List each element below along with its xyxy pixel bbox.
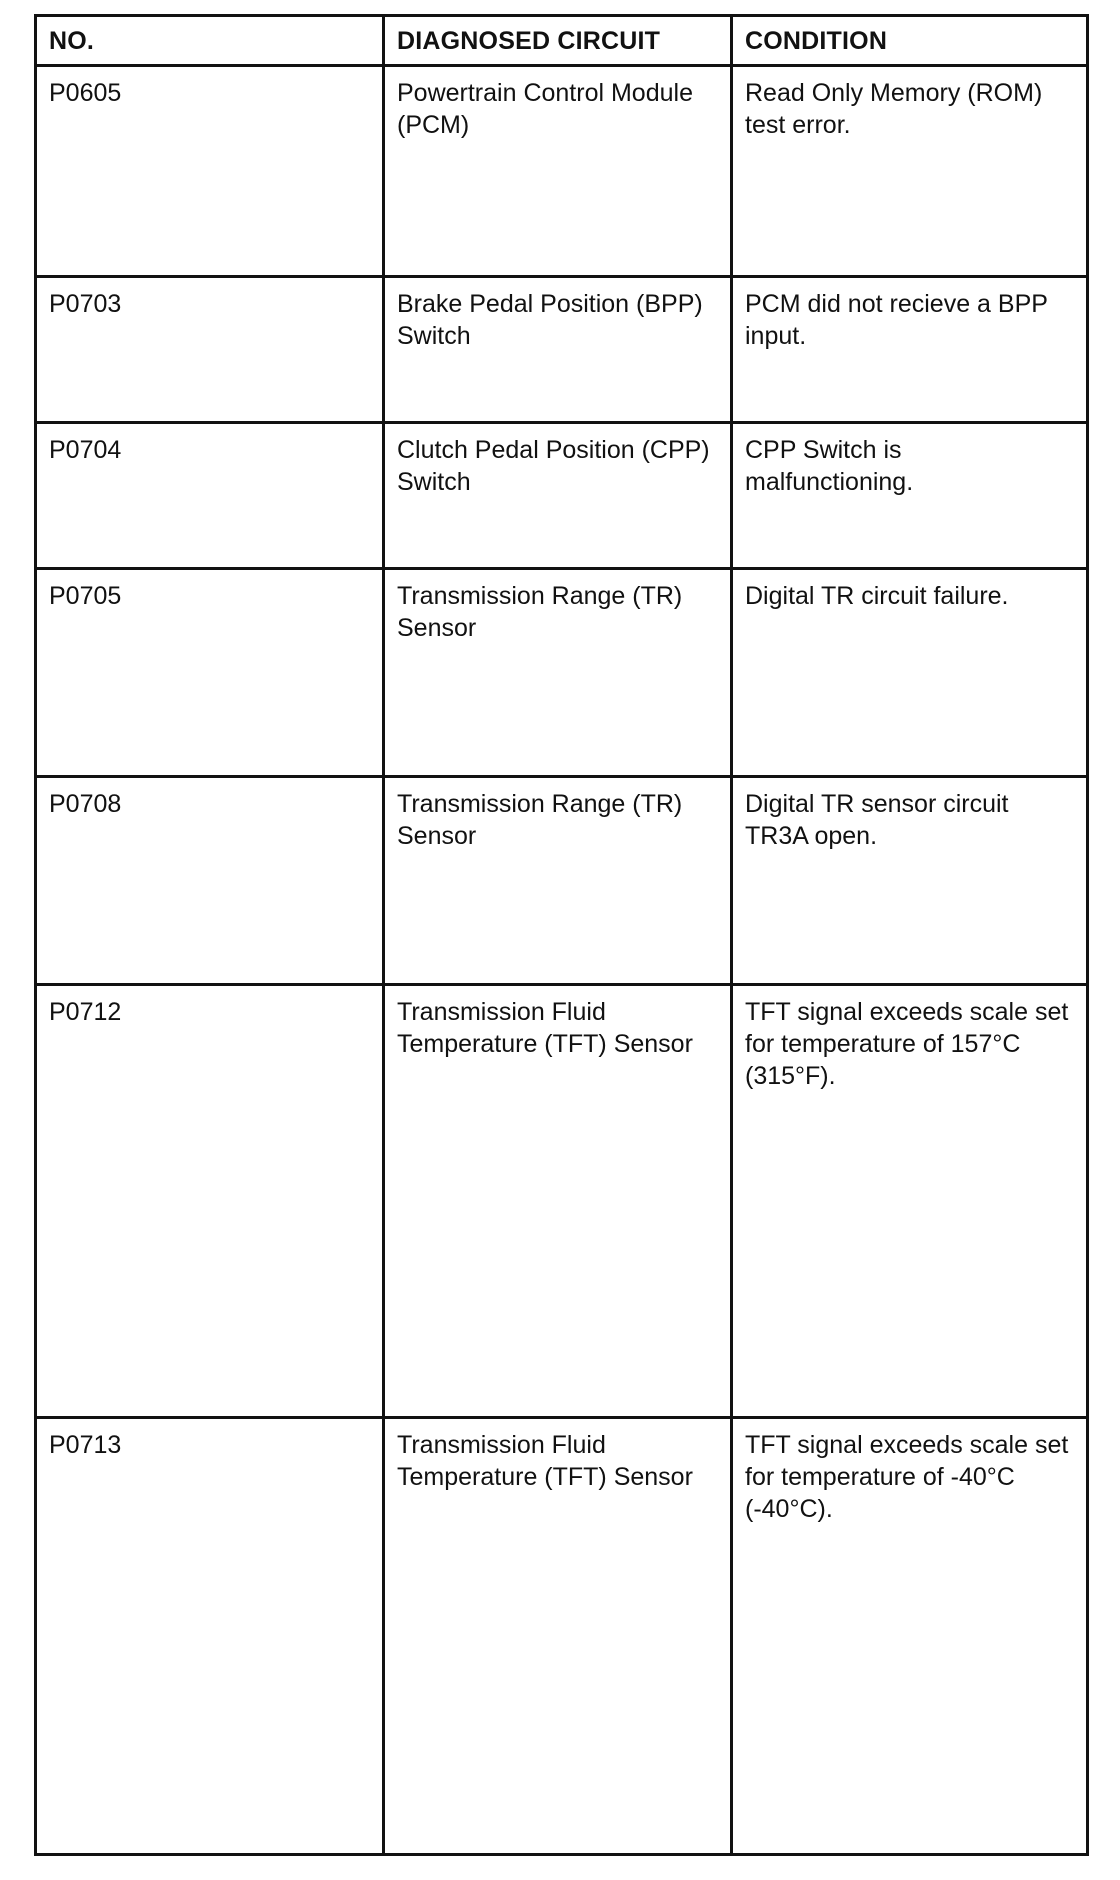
table-row	[36, 423, 1088, 569]
condition-cell: Digital TR circuit failure.	[732, 569, 1088, 777]
condition-cell: TFT signal exceeds scale set for temperature of 157°C (315°F).	[732, 985, 1088, 1418]
table-row	[36, 277, 1088, 423]
table-row	[36, 66, 1088, 277]
code-cell: P0713	[36, 1418, 384, 1855]
diagnostic-code-table	[34, 14, 1089, 1856]
code-cell: P0712	[36, 985, 384, 1418]
code-cell: P0703	[36, 277, 384, 423]
header-condition: CONDITION	[732, 16, 1088, 66]
table-row	[36, 985, 1088, 1418]
condition-cell: Read Only Memory (ROM) test error.	[732, 66, 1088, 277]
condition-cell: CPP Switch is malfunctioning.	[732, 423, 1088, 569]
circuit-cell: Transmission Fluid Temperature (TFT) Sensor	[384, 985, 732, 1418]
table-row	[36, 569, 1088, 777]
circuit-cell: Brake Pedal Position (BPP) Switch	[384, 277, 732, 423]
code-cell: P0605	[36, 66, 384, 277]
circuit-cell: Powertrain Control Module (PCM)	[384, 66, 732, 277]
condition-cell: Digital TR sensor circuit TR3A open.	[732, 777, 1088, 985]
table-row	[36, 1418, 1088, 1855]
circuit-cell: Transmission Range (TR) Sensor	[384, 777, 732, 985]
header-diagnosed-circuit: DIAGNOSED CIRCUIT	[384, 16, 732, 66]
table-header-row	[36, 16, 1088, 66]
circuit-cell: Clutch Pedal Position (CPP) Switch	[384, 423, 732, 569]
table-row	[36, 777, 1088, 985]
condition-cell: PCM did not recieve a BPP input.	[732, 277, 1088, 423]
header-no: NO.	[36, 16, 384, 66]
condition-cell: TFT signal exceeds scale set for temperature of -40°C (-40°C).	[732, 1418, 1088, 1855]
code-cell: P0708	[36, 777, 384, 985]
code-cell: P0705	[36, 569, 384, 777]
circuit-cell: Transmission Range (TR) Sensor	[384, 569, 732, 777]
circuit-cell: Transmission Fluid Temperature (TFT) Sensor	[384, 1418, 732, 1855]
code-cell: P0704	[36, 423, 384, 569]
